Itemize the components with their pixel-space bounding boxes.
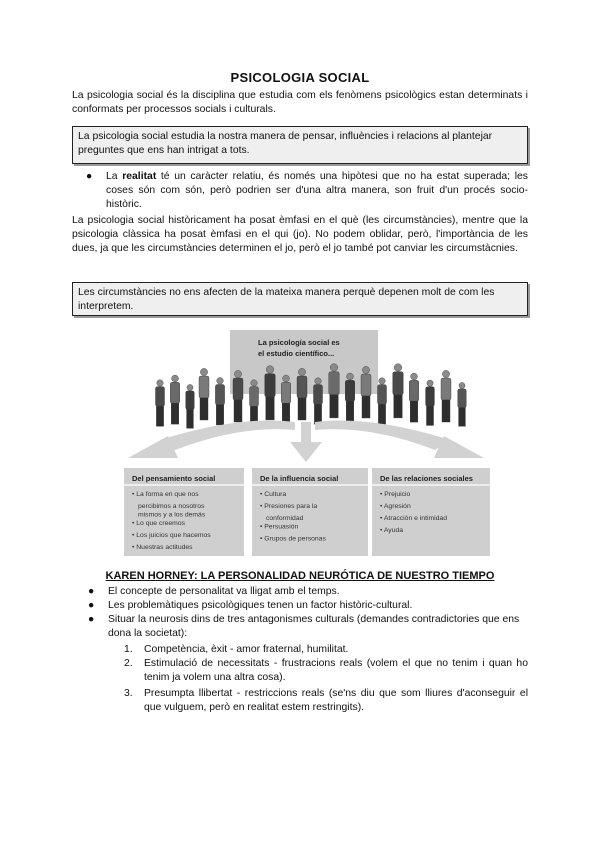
figure-columns [124,468,490,556]
person-icon [441,370,451,422]
list-item [88,599,528,613]
figure-column-title: De las relaciones sociales [380,474,473,483]
person-icon [281,375,291,424]
person-icon [393,364,404,418]
figure-column-item: • La forma en que nos [132,491,199,498]
figure-header-line2: el estudio científico... [258,349,335,358]
person-icon [199,368,209,420]
person-icon [297,368,307,420]
figure-column-item: • Nuestras actitudes [132,544,193,551]
figure-column-item: • Presiones para la [260,503,318,510]
person-icon [426,380,435,425]
person-icon [170,375,180,424]
numbered-item-number: 3. [124,688,133,699]
figure-column [372,468,490,556]
person-icon [458,382,467,426]
numbered-item [124,657,528,685]
figure-column-title: Del pensamiento social [132,474,216,483]
figure-column-item: mismos y a los demás [138,511,206,519]
figure-column-item: • Ayuda [380,527,404,534]
arrow-left-icon [160,420,295,450]
numbered-item-number: 2. [124,658,133,669]
page-title: PSICOLOGIA SOCIAL [230,70,370,85]
person-icon [186,384,195,428]
person-icon [156,380,165,426]
figure-column-item: • Lo que creemos [132,520,186,527]
figure-column-item: conformidad [266,515,304,522]
figure-column-item: • Cultura [260,491,287,498]
figure-column [252,468,368,556]
section-2-title: KAREN HORNEY: LA PERSONALIDAD NEURÓTICA DE NUESTRO TIEMPO [105,570,495,582]
bullet-dot-icon: ● [86,171,93,182]
figure-column-item: • Los juicios que hacemos [132,532,211,539]
list-item-text: Situar la neurosis dins de tres antagonismes culturals (demandes contradictories que ens dona la societat): [108,614,520,639]
social-psychology-figure [120,330,492,558]
numbered-item-number: 1. [124,644,133,655]
bullet-dot-icon: ● [88,586,95,597]
figure-column-item: • Agresión [380,503,411,510]
figure-column-item: • Atracción e intimidad [380,515,447,522]
bullet-realitat-prefix: La [106,171,123,182]
intro-paragraph: La psicologia social és la disciplina que estudia com els fenòmens psicològics estan determinats i conformats per processos socials i culturals. [72,90,528,115]
figure-column-item: • Grupos de personas [260,535,326,543]
figure-column-item: percibimos a nosotros [138,503,205,510]
person-icon [215,377,224,424]
person-icon [329,364,340,418]
person-icon [314,378,323,424]
bullet-dot-icon: ● [88,600,95,611]
person-icon [265,366,276,420]
figure-column-item: • Persuasión [260,523,299,531]
bullet-realitat-rest: té un caràcter relatiu, és només una hipòtesi que no ha estat superada; les coses són com són, però podrien ser d'una altra manera, son fruit d'un procés socio-històric. [106,171,528,210]
arrow-center-shaft [301,422,311,442]
numbered-item-text: Estimulació de necessitats - frustracions reals (volem el que no tenim i quan ho tenim ja volem una altra cosa). [144,658,528,683]
person-icon [345,373,355,422]
paragraph-2: La psicologia social històricament ha posat èmfasi en el què (les circumstàncies), mentre que la psicologia clàssica ha posat èmfasi en el qui (jo). No podem oblidar, però, l'importància de les dues, ja que les circumstàncies determinen el jo, però el jo també pot canviar les circumstàcnies. [72,215,528,254]
person-icon [361,366,371,418]
figure-header-line1: La psicología social es [258,338,340,347]
numbered-item [124,687,528,715]
numbered-item-text: Presumpta llibertat - restriccions reals (se'ns diu que som lliures d'aconseguir el que vulguem, però en realitat estem restringits). [144,688,528,713]
arrow-center-head-icon [290,442,322,462]
highlight-box-1 [72,126,528,164]
bullet-dot-icon: ● [88,614,95,625]
figure-column-item: • Prejuicio [380,491,411,498]
person-icon [378,378,387,424]
figure-svg [120,330,492,558]
highlight-box-1-text: La psicologia social estudia la nostra manera de pensar, influències i relacions al plantejar preguntes que ens han intrigat a tots. [78,131,493,156]
list-item [88,613,528,641]
person-icon [250,380,259,426]
figure-column [124,468,244,556]
highlight-box-2-text: Les circumstàncies no ens afecten de la mateixa manera perquè depenen molt de com les interpretem. [78,287,495,312]
person-icon [233,370,243,422]
bullet-realitat-bold: realitat [122,171,157,182]
figure-column-title: De la influencia social [260,474,339,483]
numbered-item [124,643,528,657]
numbered-item-text: Competència, èxit - amor fraternal, humilitat. [144,644,349,655]
list-item-text: El concepte de personalitat va lligat amb el temps. [108,586,340,597]
bullet-realitat [86,170,528,212]
list-item [88,585,528,599]
highlight-box-2 [72,282,528,316]
list-item-text: Les problemàtiques psicològiques tenen un factor històric-cultural. [108,600,413,611]
person-icon [409,373,419,422]
